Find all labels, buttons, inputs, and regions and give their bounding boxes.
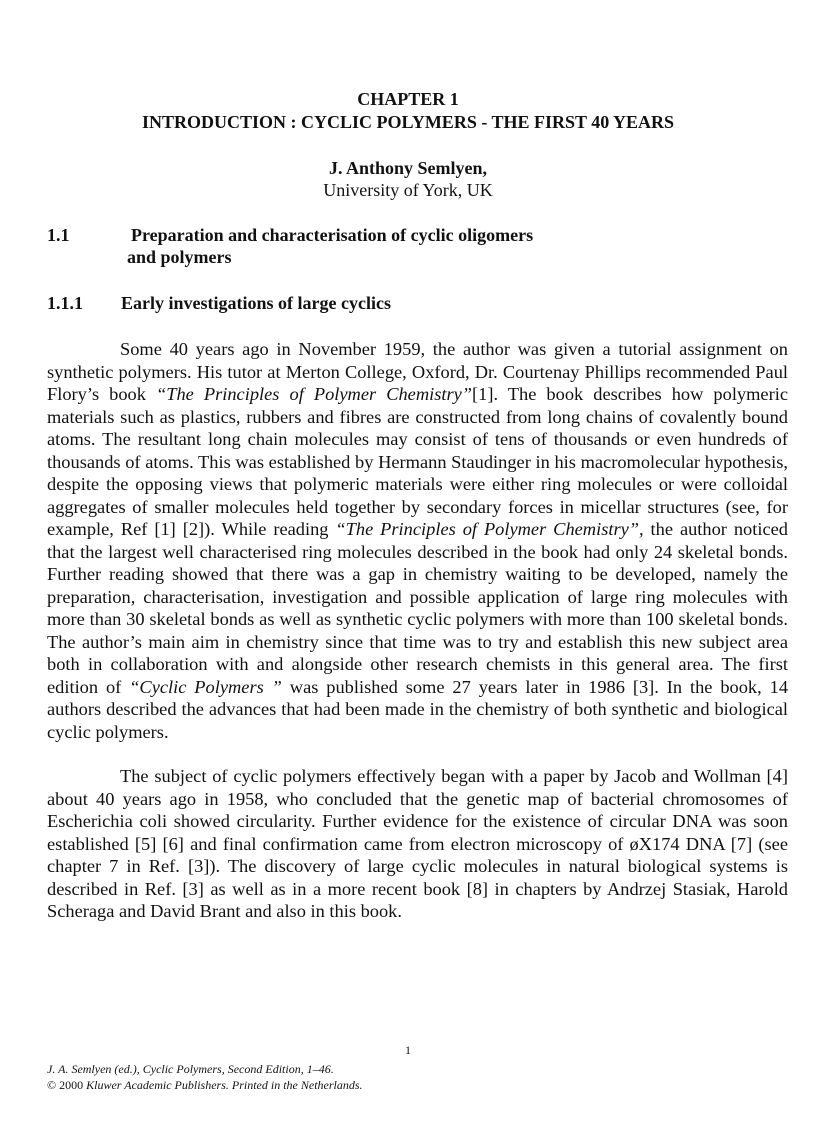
author-affiliation: University of York, UK	[323, 180, 493, 200]
subsection-title: Early investigations of large cyclics	[121, 293, 391, 313]
paragraph-1-text-4: was published some 27 years later in 1986 [3]. In the book, 14 authors described the advances that had been made in the chemistry of both synthetic and biological cyclic polymers.	[47, 676, 789, 742]
footer-citation: J. A. Semlyen (ed.), Cyclic Polymers, Second Edition, 1–46.	[47, 1062, 334, 1076]
chapter-number: CHAPTER 1	[357, 89, 459, 109]
paragraph-2: The subject of cyclic polymers effectively began with a paper by Jacob and Wollman [4] about 40 years ago in 1958, who concluded that the genetic map of bacterial chromosomes of Escherichia coli showed circularity. Further evidence for the existence of circular DNA was soon established [5] [6] and final confirmation came from electron microscopy of øX174 DNA [7] (see chapter 7 in Ref. [3]). The discovery of large cyclic molecules in natural biological systems is described in Ref. [3] as well as in a more recent book [8] in chapters by Andrzej Stasiak, Harold Scheraga and David Brant and also in this book.	[47, 766, 788, 921]
section-title-line1: Preparation and characterisation of cyclic oligomers	[131, 225, 534, 245]
subsection-number: 1.1.1	[47, 293, 83, 313]
book-title-citation: “Cyclic Polymers ”	[129, 676, 282, 697]
section-title-line2: and polymers	[127, 247, 232, 267]
author-name: J. Anthony Semlyen,	[328, 158, 488, 178]
paragraph-1-text-1: Some 40 years ago in November 1959, the author was given a tutorial assignment on synthetic polymers. His tutor at Merton College, Oxford, Dr. Courtenay Phillips recommended Paul Flory’s book	[47, 339, 788, 404]
section-number: 1.1	[47, 225, 70, 245]
body-text	[47, 338, 788, 923]
copyright-prefix: © 2000	[47, 1078, 87, 1092]
book-title-citation: “The Principles of Polymer Chemistry”	[156, 384, 473, 404]
page-number: 1	[405, 1043, 411, 1057]
book-title-citation: “The Principles of Polymer Chemistry”,	[335, 519, 644, 539]
chapter-title: INTRODUCTION : CYCLIC POLYMERS - THE FIRST 40 YEARS	[141, 112, 675, 132]
copyright-text: Kluwer Academic Publishers. Printed in the Netherlands.	[86, 1078, 363, 1092]
paragraph-1-text-3: the author noticed that the largest well characterised ring molecules described in the book had only 24 skeletal bonds. Further reading showed that there was a gap in chemistry waiting to be developed, namely the preparation, characterisation, investigation and possible application of large ring molecules with more than 30 skeletal bonds as well as synthetic cyclic polymers with more than 100 skeletal bonds. The author’s main aim in chemistry since that time was to try and establish this new subject area both in collaboration with and alongside other research chemists in this general area. The first edition of	[47, 519, 788, 697]
footer-copyright	[47, 1077, 363, 1093]
paragraph-1	[47, 338, 788, 743]
paragraph-1-text-2: [1]. The book describes how polymeric materials such as plastics, rubbers and fibres are constructed from long chains of covalently bound atoms. The resultant long chain molecules may consist of tens of thousands or even hundreds of thousands of atoms. This was established by Hermann Staudinger in his macromolecular hypothesis, despite the opposing views that polymeric materials were either ring molecules or were colloidal aggregates of smaller molecules held together by secondary forces in micellar structures (see, for example, Ref [1] [2]). While reading	[47, 384, 788, 539]
